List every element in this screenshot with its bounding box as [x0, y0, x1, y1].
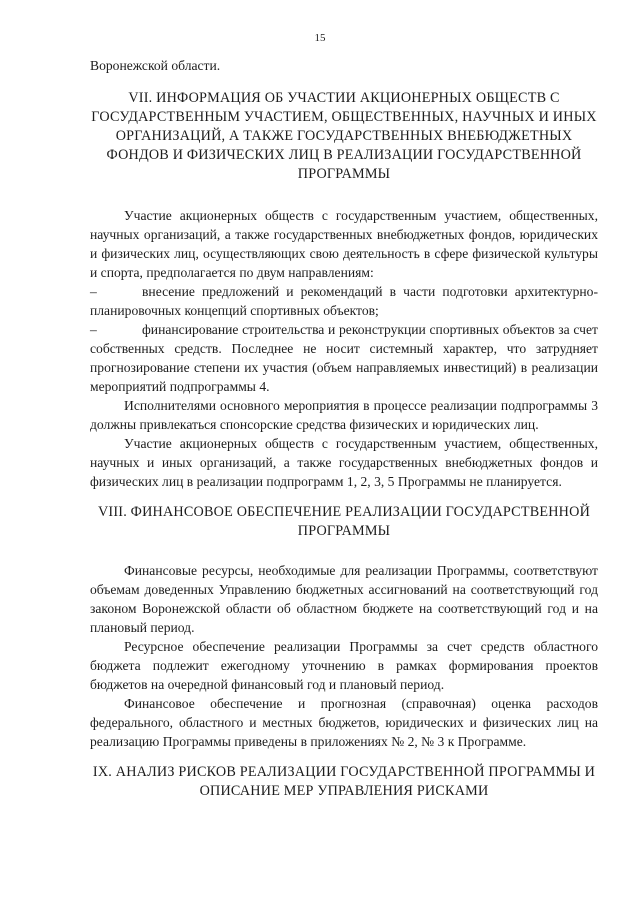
section-7-paragraph-2: Исполнителями основного мероприятия в процессе реализации подпрограммы 3 должны привлекаться спонсорские средства физических и юридических лиц.: [90, 398, 598, 432]
dash-item-text: финансирование строительства и реконструкции спортивных объектов за счет собственных средств. Последнее не носит системный характер, что затрудняет прогнозирование степени их участия (объем направляемых инвестиций) в реализации мероприятий подпрограммы 4.: [90, 322, 598, 394]
section-8-paragraph-1: Финансовые ресурсы, необходимые для реализации Программы, соответствуют объемам доведенных Управлению бюджетных ассигнований на соответствующий год законом Воронежской области об областном бюджете на соответствующий год и на плановый период.: [90, 563, 598, 635]
section-8-paragraph-2: Ресурсное обеспечение реализации Программы за счет средств областного бюджета подлежит ежегодному уточнению в рамках формирования проектов бюджетов на очередной финансовый год и плановый период.: [90, 639, 598, 692]
section-7-paragraph-1: Участие акционерных обществ с государственным участием, общественных, научных организаций, а также государственных внебюджетных фондов, юридических и физических лиц, осуществляющих свою деятельность в сфере физической культуры и спорта, предполагается по двум направлениям:: [90, 208, 598, 280]
page-number: 15: [314, 32, 326, 44]
dash-mark: –: [90, 284, 97, 299]
page-content: [90, 56, 598, 801]
section-7-title: VII. ИНФОРМАЦИЯ ОБ УЧАСТИИ АКЦИОНЕРНЫХ ОБЩЕСТВ С ГОСУДАРСТВЕННЫМ УЧАСТИЕМ, ОБЩЕСТВЕННЫХ, НАУЧНЫХ И ИНЫХ ОРГАНИЗАЦИЙ, А ТАКЖЕ ГОСУДАРСТВЕННЫХ ВНЕБЮДЖЕТНЫХ ФОНДОВ И ФИЗИЧЕСКИХ ЛИЦ В РЕАЛИЗАЦИИ ГОСУДАРСТВЕННОЙ ПРОГРАММЫ: [91, 90, 597, 182]
section-7-dash-item-2: [90, 320, 598, 396]
section-8-paragraph-3: Финансовое обеспечение и прогнозная (справочная) оценка расходов федерального, областного и местных бюджетов, юридических и физических лиц на реализацию Программы приведены в приложениях № 2, № 3 к Программе.: [90, 696, 598, 749]
dash-mark: –: [90, 322, 97, 337]
section-7-paragraph-3: Участие акционерных обществ с государственным участием, общественных, научных и иных организаций, а также государственных внебюджетных фондов и физических лиц в реализации подпрограмм 1, 2, 3, 5 Программы не планируется.: [90, 436, 598, 489]
dash-item-text: внесение предложений и рекомендаций в части подготовки архитектурно-планировочных концепций спортивных объектов;: [90, 284, 598, 318]
previous-section-tail: Воронежской области.: [90, 58, 221, 73]
section-7-dash-item-1: [90, 282, 598, 320]
section-8-title: VIII. ФИНАНСОВОЕ ОБЕСПЕЧЕНИЕ РЕАЛИЗАЦИИ ГОСУДАРСТВЕННОЙ ПРОГРАММЫ: [97, 504, 591, 539]
section-9-title: IX. АНАЛИЗ РИСКОВ РЕАЛИЗАЦИИ ГОСУДАРСТВЕННОЙ ПРОГРАММЫ И ОПИСАНИЕ МЕР УПРАВЛЕНИЯ РИСКАМИ: [92, 764, 596, 799]
